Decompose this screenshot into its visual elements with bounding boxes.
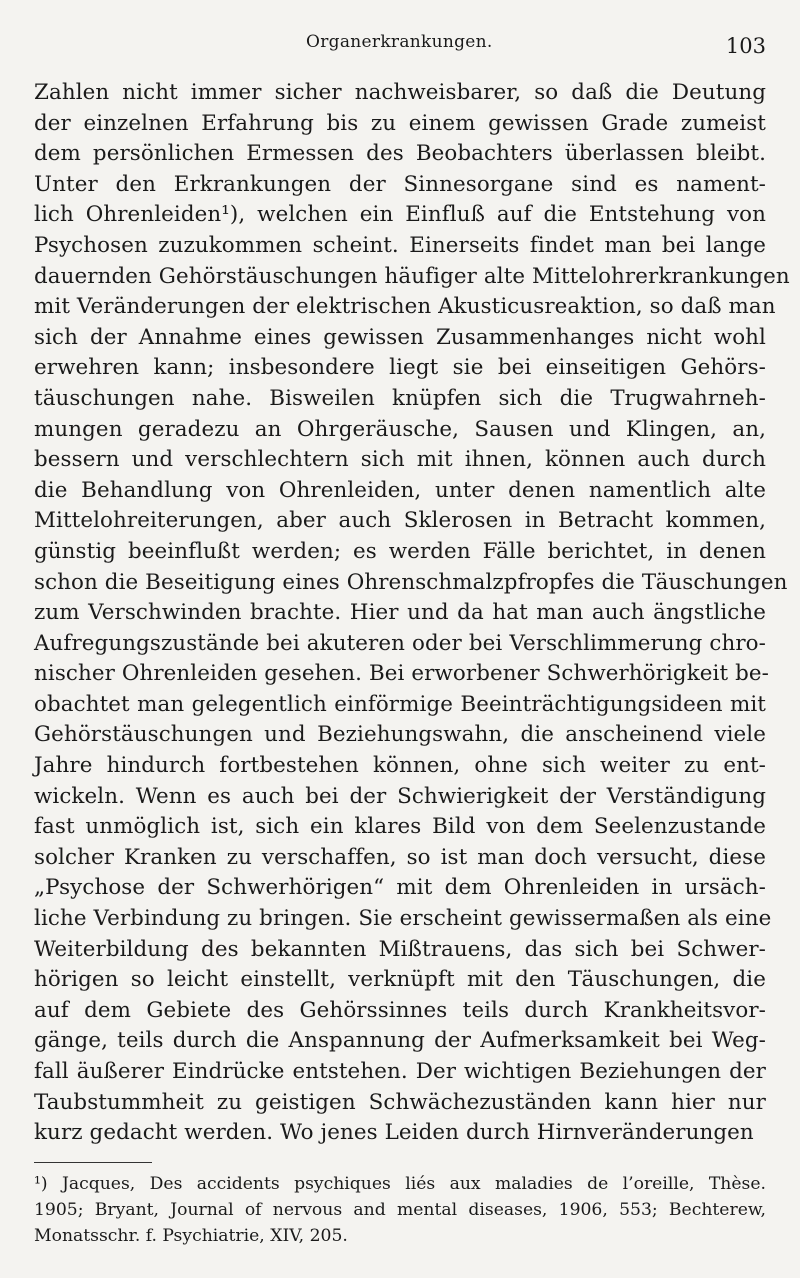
text-line: Unter den Erkrankungen der Sinnesorgane sind es nament-: [34, 171, 766, 197]
text-line: fall äußerer Eindrücke entstehen. Der wichtigen Beziehungen der: [34, 1059, 766, 1084]
text-line: wickeln. Wenn es auch bei der Schwierigkeit der Verständigung: [34, 783, 766, 809]
main-text: [34, 78, 790, 1149]
text-line: Gehörstäuschungen und Beziehungswahn, die anscheinend viele: [34, 722, 766, 748]
text-line: gänge, teils durch die Anspannung der Aufmerksamkeit bei Weg-: [34, 1028, 766, 1054]
footnotes: [34, 1171, 766, 1249]
page-header: [34, 30, 766, 60]
text-line: mit Veränderungen der elektrischen Akusticusreaktion, so daß man: [34, 294, 776, 320]
text-line: hörigen so leicht einstellt, verknüpft mit den Täuschungen, die: [34, 967, 766, 993]
footnote-divider: [34, 1162, 152, 1163]
text-line: mungen geradezu an Ohrgeräusche, Sausen und Klingen, an,: [34, 416, 766, 442]
text-line: der einzelnen Erfahrung bis zu einem gewissen Grade zumeist: [34, 110, 766, 136]
text-line: kurz gedacht werden. Wo jenes Leiden durch Hirnveränderungen: [34, 1120, 754, 1146]
text-line: Taubstummheit zu geistigen Schwächezuständen kann hier nur: [34, 1089, 766, 1115]
text-line: täuschungen nahe. Bisweilen knüpfen sich die Trugwahrneh-: [34, 385, 766, 411]
text-line: bessern und verschlechtern sich mit ihnen, können auch durch: [34, 447, 766, 473]
page-number: 103: [725, 34, 766, 58]
footnote-line: 1905; Bryant, Journal of nervous and mental diseases, 1906, 553; Bechterew,: [34, 1200, 766, 1220]
text-line: Zahlen nicht immer sicher nachweisbarer, so daß die Deutung: [34, 80, 766, 105]
text-line: lich Ohrenleiden¹), welchen ein Einfluß auf die Entstehung von: [34, 202, 766, 228]
text-line: nischer Ohrenleiden gesehen. Bei erworbener Schwerhörigkeit be-: [34, 661, 769, 687]
text-line: fast unmöglich ist, sich ein klares Bild von dem Seelenzustande: [34, 814, 766, 840]
footnote-line: ¹) Jacques, Des accidents psychiques liés aux maladies de l’oreille, Thèse.: [34, 1174, 766, 1194]
footnote-line: Monatsschr. f. Psychiatrie, XIV, 205.: [34, 1226, 348, 1246]
text-line: die Behandlung von Ohrenleiden, unter denen namentlich alte: [34, 477, 766, 503]
text-line: erwehren kann; insbesondere liegt sie bei einseitigen Gehörs-: [34, 355, 766, 381]
text-line: günstig beeinflußt werden; es werden Fälle berichtet, in denen: [34, 538, 766, 564]
text-line: dauernden Gehörstäuschungen häufiger alte Mittelohrerkrankungen: [34, 263, 790, 289]
text-line: Psychosen zuzukommen scheint. Einerseits findet man bei lange: [34, 232, 766, 258]
text-line: liche Verbindung zu bringen. Sie erscheint gewissermaßen als eine: [34, 906, 772, 932]
text-line: Aufregungszustände bei akuteren oder bei Verschlimmerung chro-: [34, 630, 766, 656]
text-line: Weiterbildung des bekannten Mißtrauens, das sich bei Schwer-: [34, 936, 766, 962]
text-line: schon die Beseitigung eines Ohrenschmalzpfropfes die Täuschungen: [34, 569, 788, 595]
text-line: Jahre hindurch fortbestehen können, ohne sich weiter zu ent-: [34, 753, 766, 779]
text-line: sich der Annahme eines gewissen Zusammenhanges nicht wohl: [34, 324, 766, 350]
text-line: dem persönlichen Ermessen des Beobachters überlassen bleibt.: [34, 141, 766, 167]
text-line: obachtet man gelegentlich einförmige Beeinträchtigungsideen mit: [34, 691, 766, 717]
text-line: auf dem Gebiete des Gehörssinnes teils durch Krankheitsvor-: [34, 997, 766, 1023]
text-line: Mittelohreiterungen, aber auch Sklerosen in Betracht kommen,: [34, 508, 766, 534]
text-line: solcher Kranken zu verschaffen, so ist man doch versucht, diese: [34, 844, 766, 870]
text-line: zum Verschwinden brachte. Hier und da hat man auch ängstliche: [34, 600, 766, 626]
text-line: „Psychose der Schwerhörigen“ mit dem Ohrenleiden in ursäch-: [34, 875, 766, 901]
running-title: Organerkrankungen.: [306, 32, 493, 52]
